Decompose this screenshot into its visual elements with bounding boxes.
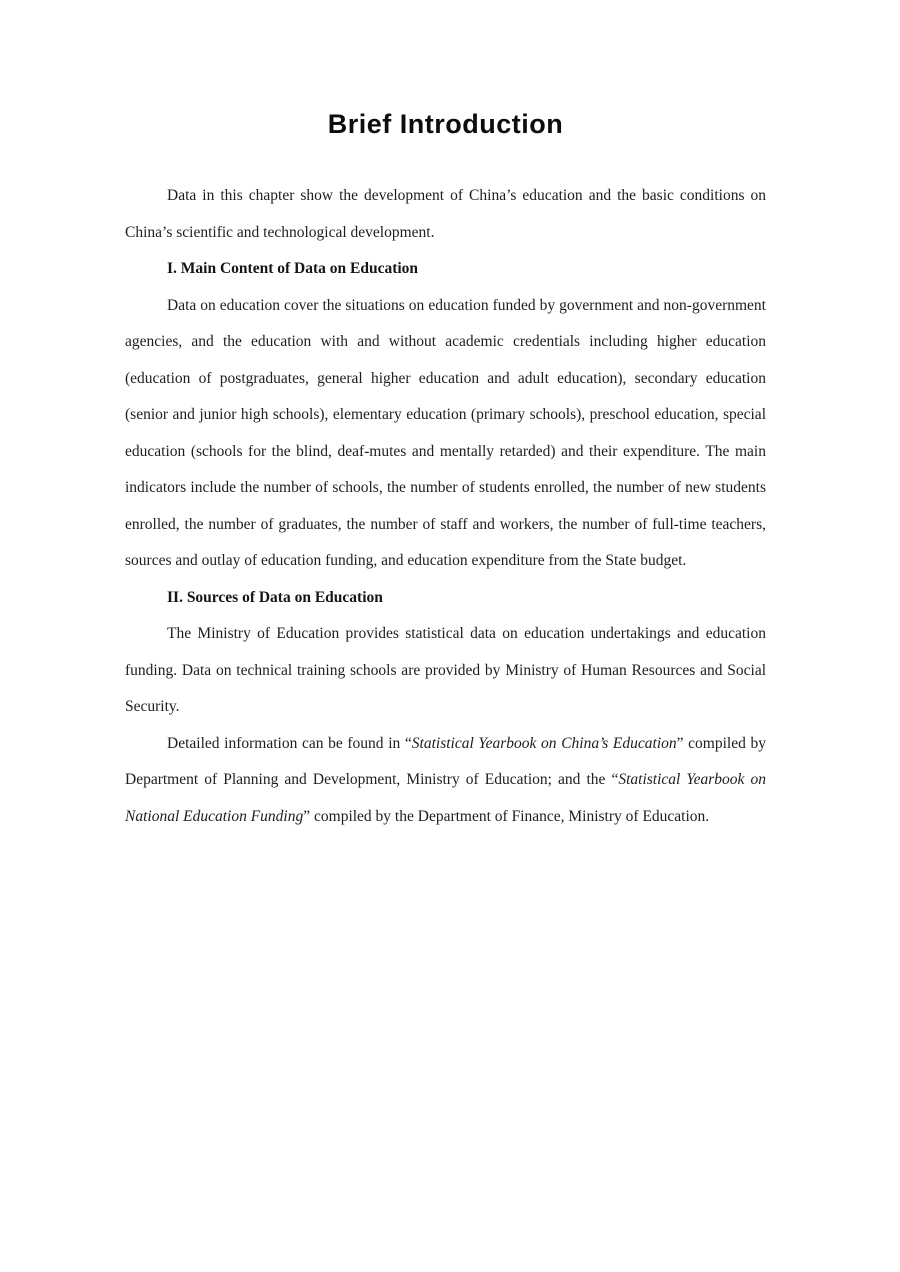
- section-2-paragraph: The Ministry of Education provides statistical data on education undertakings and education funding. Data on technical training schools are provided by Ministry of Human Resources and Social Security.: [125, 625, 766, 715]
- section-1-paragraph: Data on education cover the situations on education funded by government and non-government agencies, and the education with and without academic credentials including higher education (education of postgraduates, general higher education and adult education), secondary education (senior and junior high schools), elementary education (primary schools), preschool education, special education (schools for the blind, deaf-mutes and mentally retarded) and their expenditure. The main indicators include the number of schools, the number of students enrolled, the number of new students enrolled, the number of graduates, the number of staff and workers, the number of full-time teachers, sources and outlay of education funding, and education expenditure from the State budget.: [125, 296, 766, 569]
- intro-paragraph: Data in this chapter show the development of China’s education and the basic conditions on China’s scientific and technological development.: [125, 187, 766, 241]
- text-segment: ” compiled by Department of Planning and Development, Ministry of Education; and the “: [125, 734, 767, 788]
- italic-title-segment: Statistical Yearbook on China’s Education: [411, 734, 677, 752]
- text-segment: ” compiled by the Department of Finance, Ministry of Education.: [303, 807, 710, 825]
- section-2-heading: II. Sources of Data on Education: [167, 588, 383, 606]
- page-title: Brief Introduction: [327, 109, 564, 139]
- section-1-heading: I. Main Content of Data on Education: [167, 260, 419, 277]
- italic-title-segment: Statistical Yearbook on National Education Funding: [125, 771, 766, 825]
- section-2-detail-paragraph: [125, 726, 766, 836]
- text-segment: Detailed information can be found in “: [167, 734, 412, 752]
